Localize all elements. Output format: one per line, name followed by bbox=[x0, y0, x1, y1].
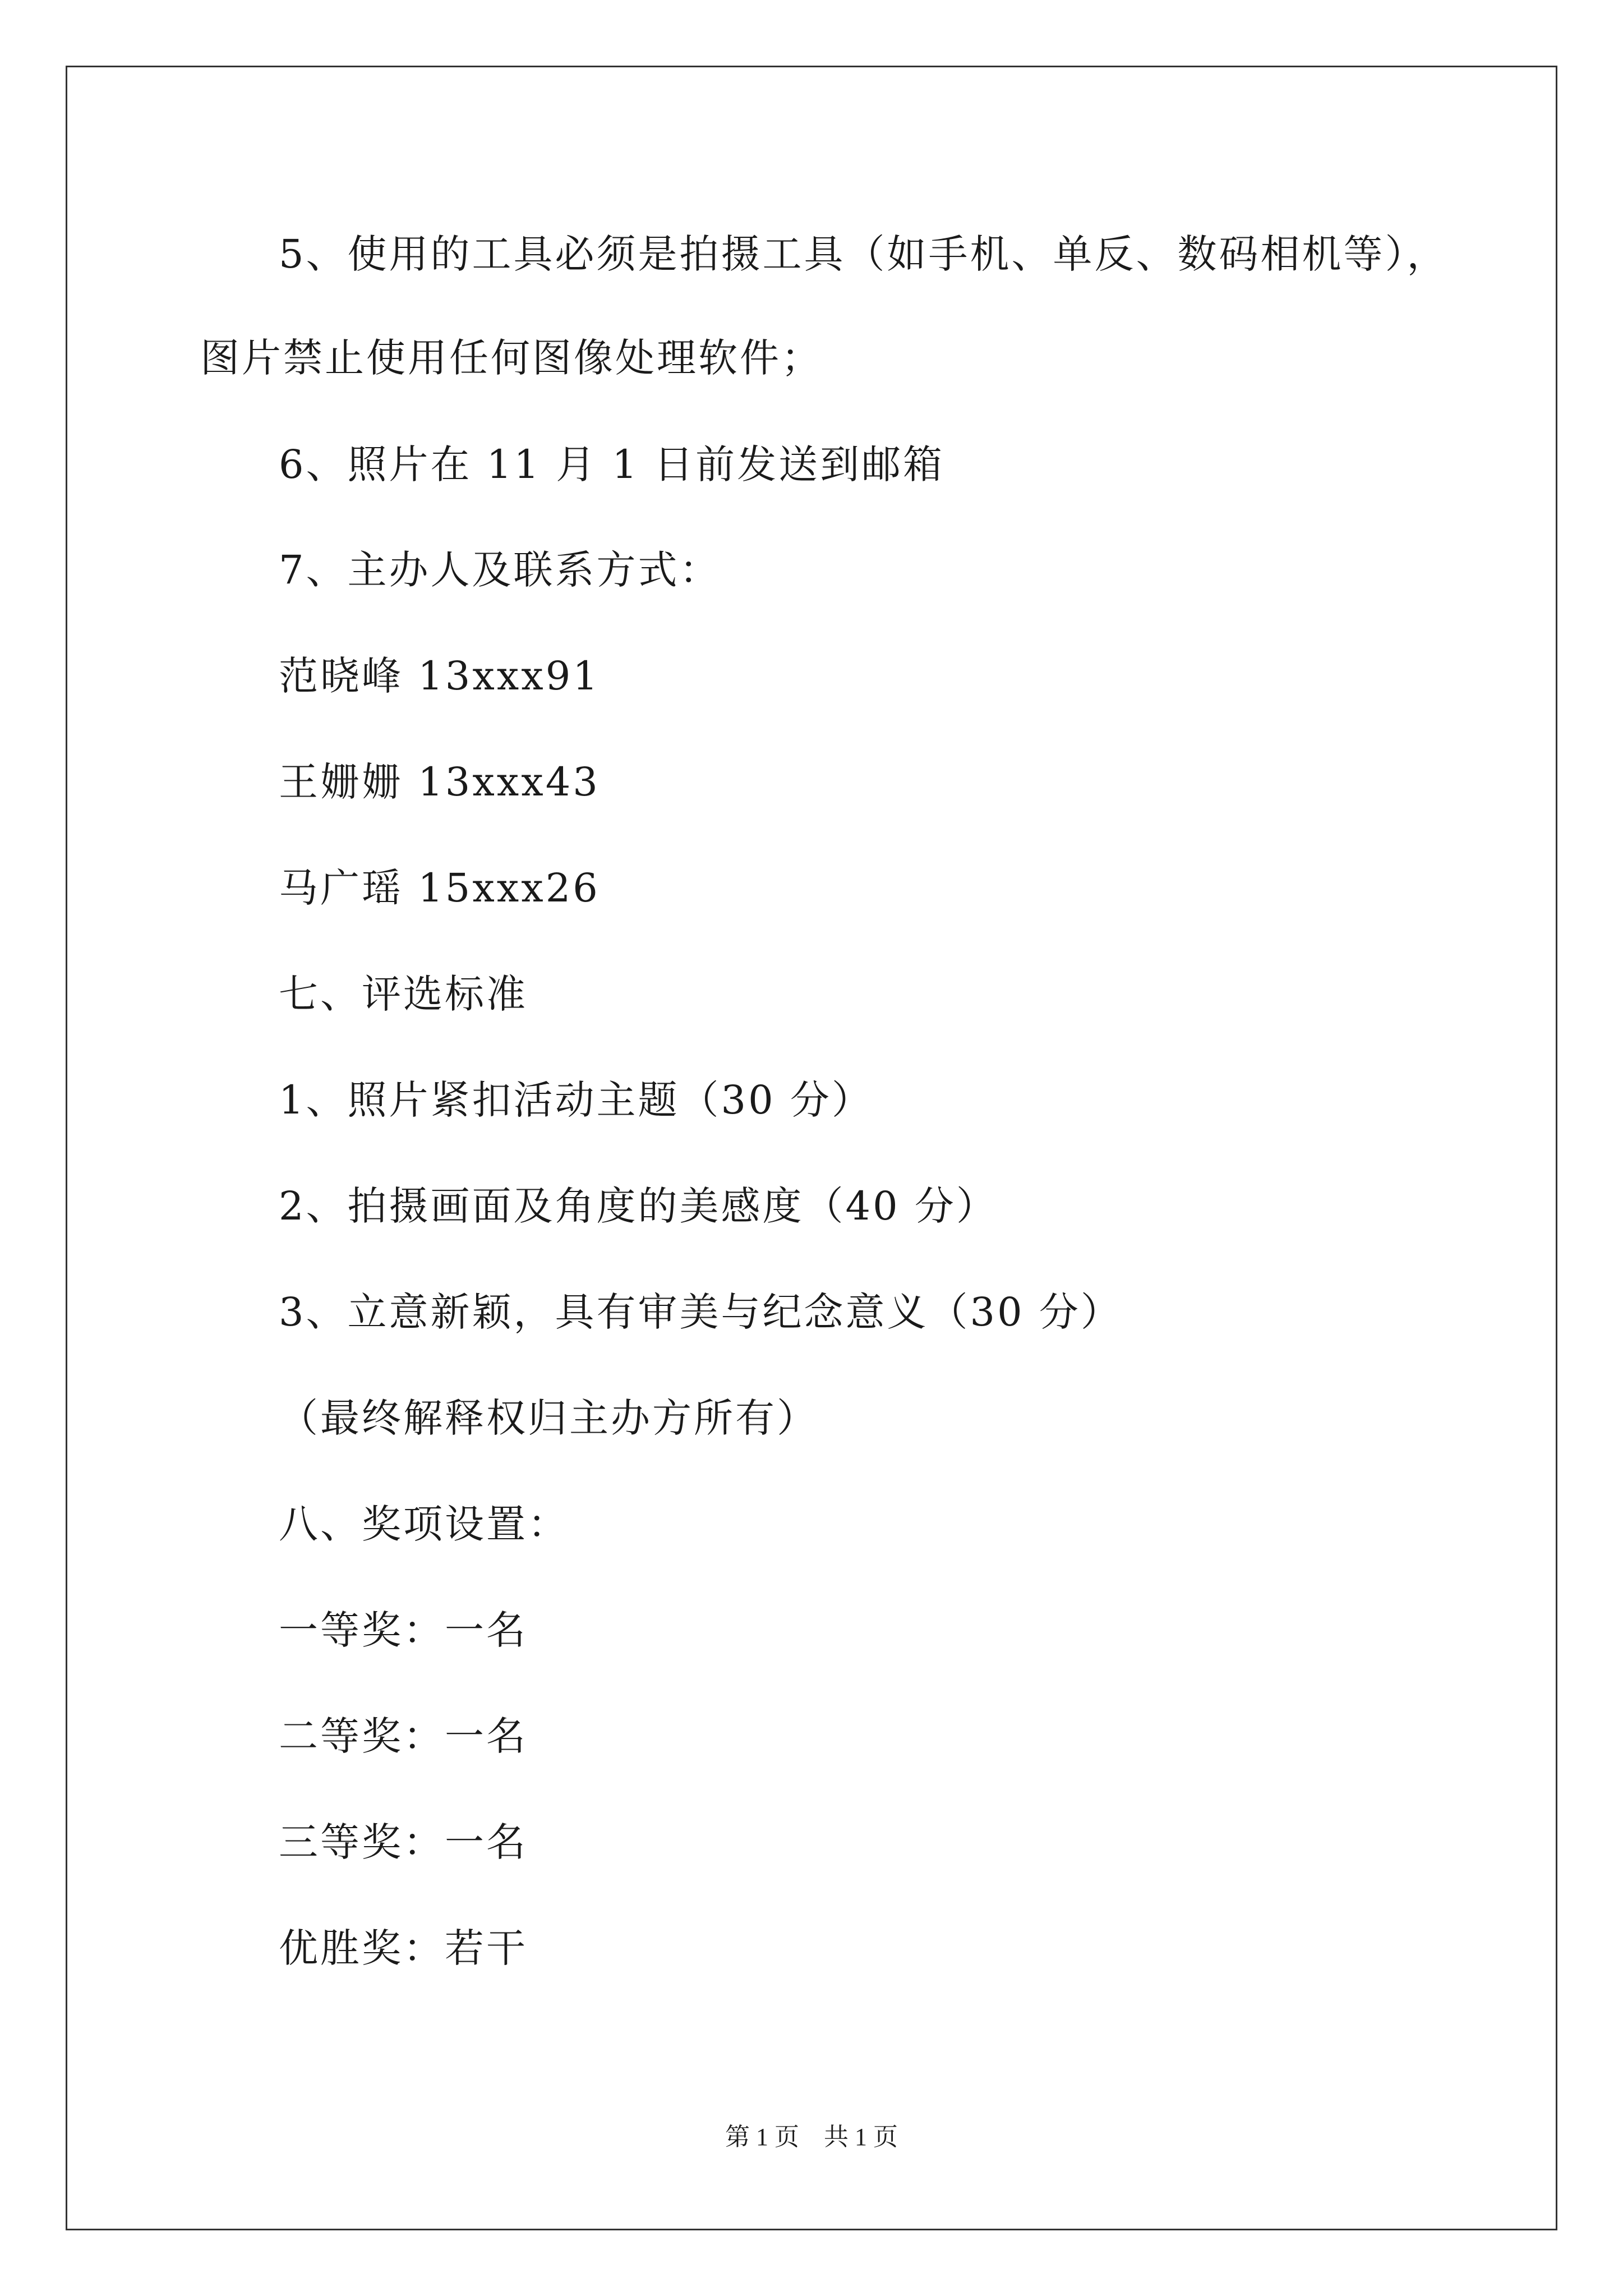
criteria-item: 2、拍摄画面及角度的美感度（40 分） bbox=[279, 1183, 998, 1229]
contact-item: 范晓峰 13xxx91 bbox=[279, 653, 600, 699]
criteria-item: 1、照片紧扣活动主题（30 分） bbox=[279, 1077, 873, 1123]
contact-item: 马广瑶 15xxx26 bbox=[279, 865, 600, 911]
award-item: 二等奖：一名 bbox=[279, 1713, 528, 1759]
award-item: 三等奖：一名 bbox=[279, 1819, 528, 1865]
award-item: 一等奖：一名 bbox=[279, 1607, 528, 1653]
contact-item: 王姗姗 13xxx43 bbox=[279, 759, 600, 805]
interpretation-note: （最终解释权归主办方所有） bbox=[279, 1395, 818, 1441]
paragraph-rule-6: 6、照片在 11 月 1 日前发送到邮箱 bbox=[279, 441, 945, 487]
paragraph-rule-5: 5、使用的工具必须是拍摄工具（如手机、单反、数码相机等）， bbox=[279, 231, 1449, 277]
page-number-footer: 第 1 页 共 1 页 bbox=[725, 2123, 898, 2151]
page-border bbox=[66, 66, 1557, 2230]
paragraph-rule-7: 7、主办人及联系方式： bbox=[279, 547, 721, 593]
criteria-item: 3、立意新颖，具有审美与纪念意义（30 分） bbox=[279, 1289, 1122, 1335]
section-heading-criteria: 七、评选标准 bbox=[279, 971, 528, 1017]
paragraph-rule-5-continued: 图片禁止使用任何图像处理软件； bbox=[200, 335, 823, 381]
award-item: 优胜奖：若干 bbox=[279, 1925, 528, 1971]
section-heading-awards: 八、奖项设置： bbox=[279, 1501, 569, 1547]
